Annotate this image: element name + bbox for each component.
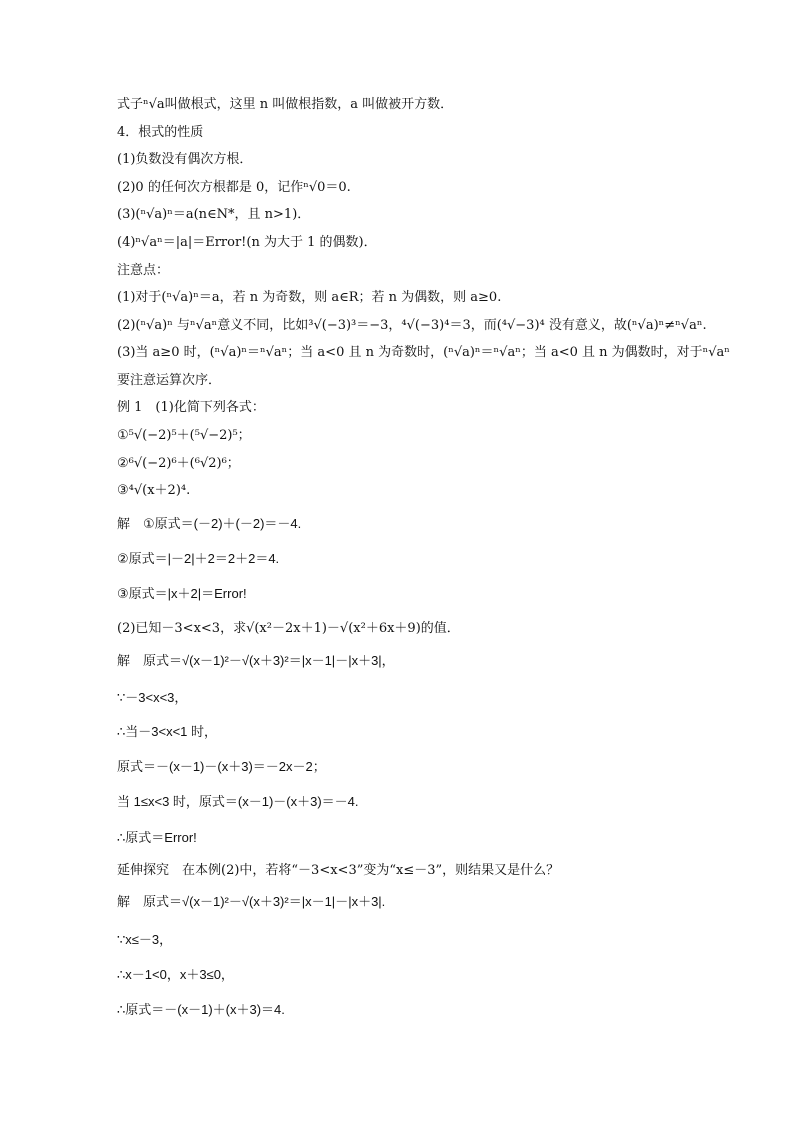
property-2: (2)0 的任何次方根都是 0，记作ⁿ√0＝0.	[117, 180, 351, 195]
extension-result: ∴原式＝－(x－1)＋(x＋3)＝4.	[117, 1002, 285, 1017]
extension-solution-start: 解 原式＝√(x－1)²－√(x＋3)²＝|x－1|－|x＋3|.	[117, 894, 386, 909]
note-3: (3)当 a≥0 时，(ⁿ√a)ⁿ＝ⁿ√aⁿ；当 a<0 且 n 为奇数时，(ⁿ√a)ⁿ＝ⁿ√aⁿ；当 a<0 且 n 为偶数时，对于ⁿ√aⁿ	[117, 345, 730, 360]
example-1-item-1: ①⁵√(−2)⁵＋(⁵√−2)⁵；	[117, 428, 251, 443]
example-1-item-2: ②⁶√(−2)⁶＋(⁶√2)⁶；	[117, 456, 240, 471]
section-heading-radical-properties: 4．根式的性质	[117, 125, 204, 140]
note-2: (2)(ⁿ√a)ⁿ 与ⁿ√aⁿ意义不同，比如³√(−3)³＝−3，⁴√(−3)⁴＝3，而(⁴√−3)⁴ 没有意义，故(ⁿ√a)ⁿ≠ⁿ√aⁿ.	[117, 318, 707, 333]
property-3: (3)(ⁿ√a)ⁿ＝a(n∈N*，且 n>1)．	[117, 207, 311, 222]
extension-condition: ∵x≤－3，	[117, 932, 173, 947]
example-1-item-3: ③⁴√(x＋2)⁴.	[117, 483, 191, 498]
part-2-case-1-result: 原式＝－(x－1)－(x＋3)＝－2x－2；	[117, 759, 326, 774]
property-4: (4)ⁿ√aⁿ＝|a|＝Error!(n 为大于 1 的偶数)．	[117, 235, 377, 250]
solution-1: 解 ①原式＝(－2)＋(－2)＝－4.	[117, 516, 302, 531]
part-2-case-2: 当 1≤x<3 时，原式＝(x－1)－(x＋3)＝－4.	[117, 794, 359, 809]
part-2-condition: ∵－3<x<3，	[117, 690, 188, 705]
extension-inequalities: ∴x－1<0，x＋3≤0，	[117, 967, 234, 982]
text-line-radical-definition: 式子ⁿ√a叫做根式，这里 n 叫做根指数，a 叫做被开方数．	[117, 97, 454, 112]
example-1-part-2: (2)已知－3<x<3，求√(x²－2x＋1)－√(x²＋6x＋9)的值．	[117, 621, 460, 636]
extension-question: 延伸探究 在本例(2)中，若将“－3<x<3”变为“x≤－3”，则结果又是什么？	[117, 863, 560, 878]
example-1-heading: 例 1 (1)化简下列各式：	[117, 400, 265, 415]
note-3-continued: 要注意运算次序．	[117, 373, 222, 388]
part-2-case-1: ∴当－3<x<1 时，	[117, 724, 218, 739]
part-2-conclusion: ∴原式＝Error!	[117, 830, 197, 845]
notes-heading: 注意点：	[117, 263, 170, 278]
part-2-solution-start: 解 原式＝√(x－1)²－√(x＋3)²＝|x－1|－|x＋3|，	[117, 653, 395, 668]
solution-3: ③原式＝|x＋2|＝Error!	[117, 586, 247, 601]
solution-2: ②原式＝|－2|＋2＝2＋2＝4.	[117, 551, 280, 566]
note-1: (1)对于(ⁿ√a)ⁿ＝a，若 n 为奇数，则 a∈R；若 n 为偶数，则 a≥0.	[117, 290, 502, 305]
property-1: (1)负数没有偶次方根．	[117, 152, 253, 167]
